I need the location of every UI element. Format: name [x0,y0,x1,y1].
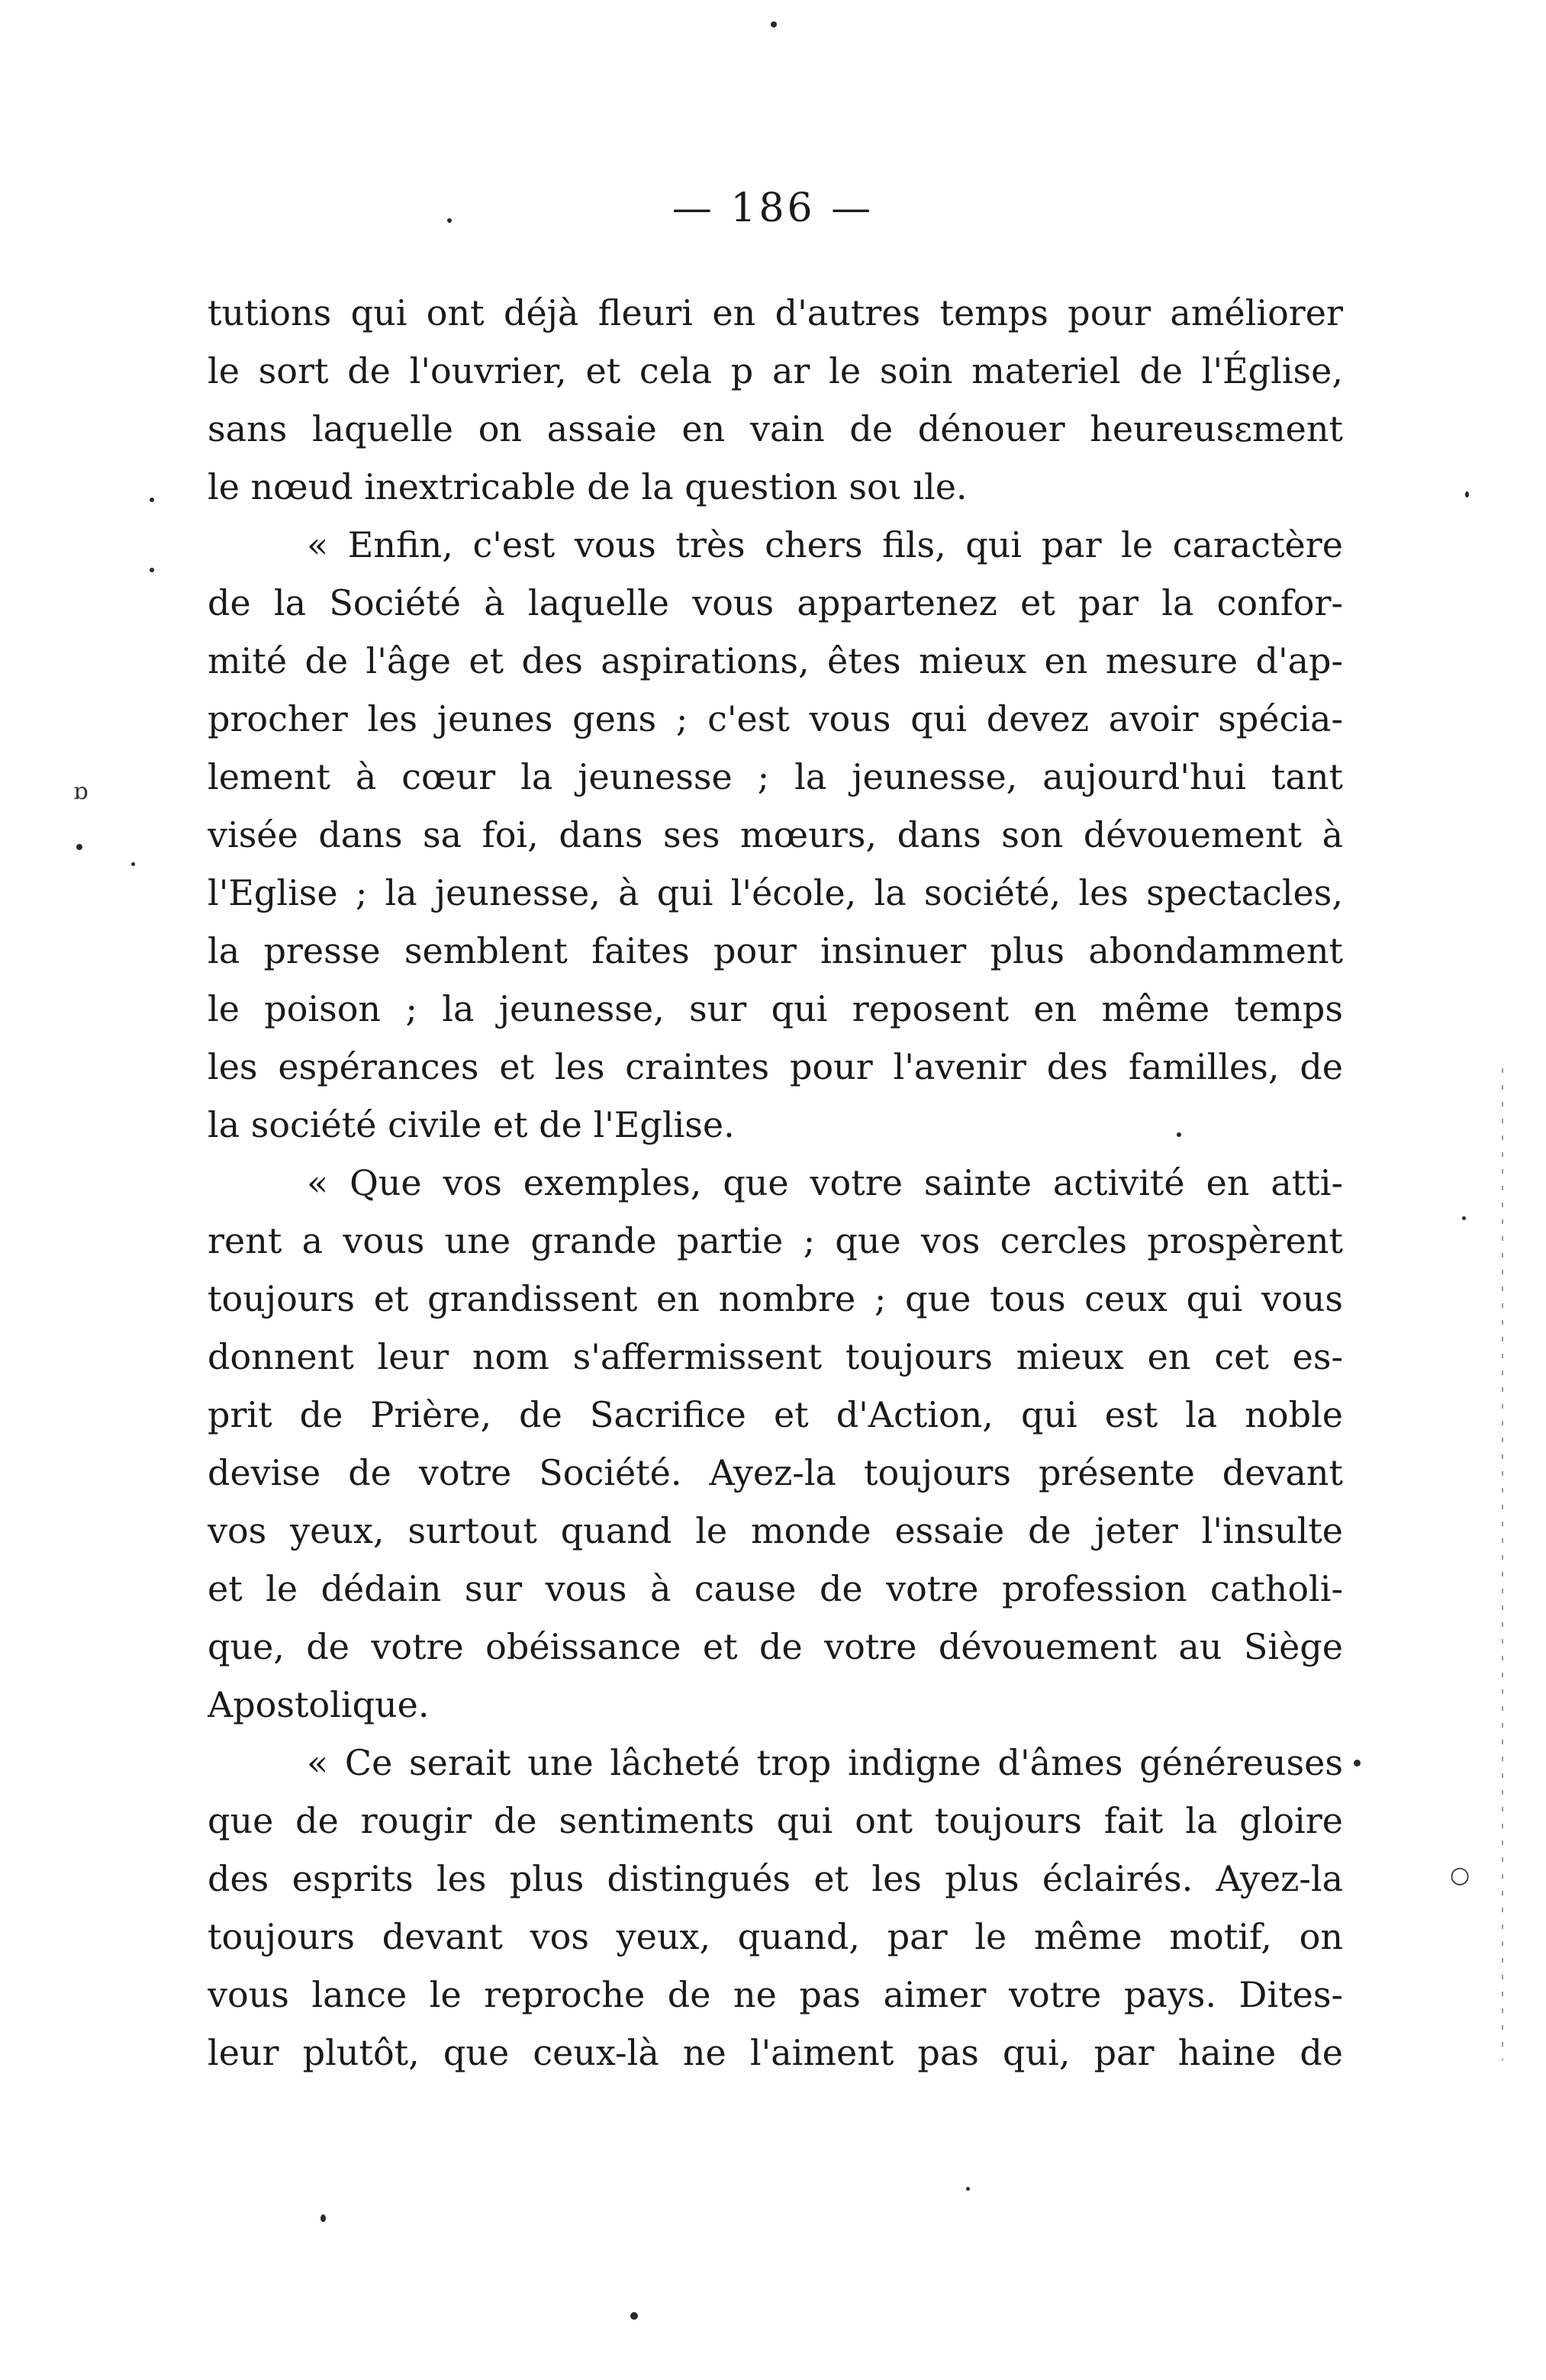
ink-speck [966,2187,970,2191]
text-line: vous lance le reproche de ne pas aimer votre pays. Dites- [208,1974,1343,2015]
paragraph-3 [208,1154,1343,1734]
text-line: des esprits les plus distingués et les plus éclairés. Ayez-la [208,1858,1343,1899]
paragraph-4 [208,1734,1343,2082]
text-line: prit de Prière, de Sacrifice et d'Action, qui est la noble [208,1394,1343,1435]
text-line: « Que vos exemples, que votre sainte activité en atti- [307,1162,1343,1203]
ink-speck [771,21,777,27]
page-number: — 186 — [672,185,874,231]
ink-speck [150,568,154,572]
text-line: rent a vous une grande partie ; que vos cercles prospèrent [208,1220,1343,1261]
ink-speck [150,498,154,502]
margin-mark: ○ [1450,1862,1470,1889]
text-line: le nœud inextricable de la question soι ıle. [208,466,968,507]
text-line: toujours devant vos yeux, quand, par le même motif, on [208,1916,1343,1957]
text-line: les espérances et les craintes pour l'avenir des familles, de [208,1046,1343,1087]
paragraph-1 [208,284,1343,516]
body-text [208,284,1343,2082]
text-line: tutions qui ont déjà fleuri en d'autres temps pour améliorer [208,292,1343,333]
text-line: que, de votre obéissance et de votre dévouement au Siège [208,1626,1343,1667]
text-line: sans laquelle on assaie en vain de dénouer heureusεment [208,408,1343,449]
text-line: de la Société à laquelle vous appartenez et par la confor- [208,582,1343,623]
text-line: la société civile et de l'Eglise. [208,1104,735,1145]
ink-speck [76,844,82,850]
text-line: et le dédain sur vous à cause de votre profession catholi- [208,1568,1343,1609]
ink-speck [1465,491,1469,498]
text-line: Apostolique. [208,1684,430,1725]
text-line: leur plutôt, que ceux-là ne l'aiment pas qui, par haine de [208,2032,1343,2073]
paragraph-2 [208,516,1343,1154]
text-line: visée dans sa foi, dans ses mœurs, dans son dévouement à [208,814,1343,855]
ink-speck [630,2312,638,2320]
text-line: le poison ; la jeunesse, sur qui reposent en même temps [208,988,1343,1029]
ink-speck [320,2214,326,2222]
ink-speck [447,218,452,223]
text-line: l'Eglise ; la jeunesse, à qui l'école, la société, les spectacles, [208,872,1343,913]
text-line: que de rougir de sentiments qui ont toujours fait la gloire [208,1800,1343,1841]
ink-speck [1177,1132,1181,1137]
text-line: vos yeux, surtout quand le monde essaie de jeter l'insulte [208,1510,1343,1551]
margin-mark: ɒ [73,778,89,805]
text-line: le sort de l'ouvrier, et cela p ar le soin materiel de l'Église, [208,350,1343,391]
text-line: donnent leur nom s'affermissent toujours mieux en cet es- [208,1336,1343,1377]
scan-edge-rule [1502,1068,1503,2060]
text-line: la presse semblent faites pour insinuer plus abondamment [208,930,1343,971]
ink-speck [1462,1216,1466,1220]
ink-speck [1354,1760,1361,1766]
text-line: mité de l'âge et des aspirations, êtes mieux en mesure d'ap- [208,640,1343,681]
text-line: « Enfin, c'est vous très chers fils, qui par le caractère [307,524,1343,565]
text-line: procher les jeunes gens ; c'est vous qui devez avoir spécia- [208,698,1343,739]
text-line: toujours et grandissent en nombre ; que tous ceux qui vous [208,1278,1343,1319]
text-line: « Ce serait une lâcheté trop indigne d'âmes généreuses [307,1742,1343,1783]
text-line: devise de votre Société. Ayez-la toujours présente devant [208,1452,1343,1493]
ink-speck [131,862,135,866]
text-line: lement à cœur la jeunesse ; la jeunesse, aujourd'hui tant [208,756,1343,797]
